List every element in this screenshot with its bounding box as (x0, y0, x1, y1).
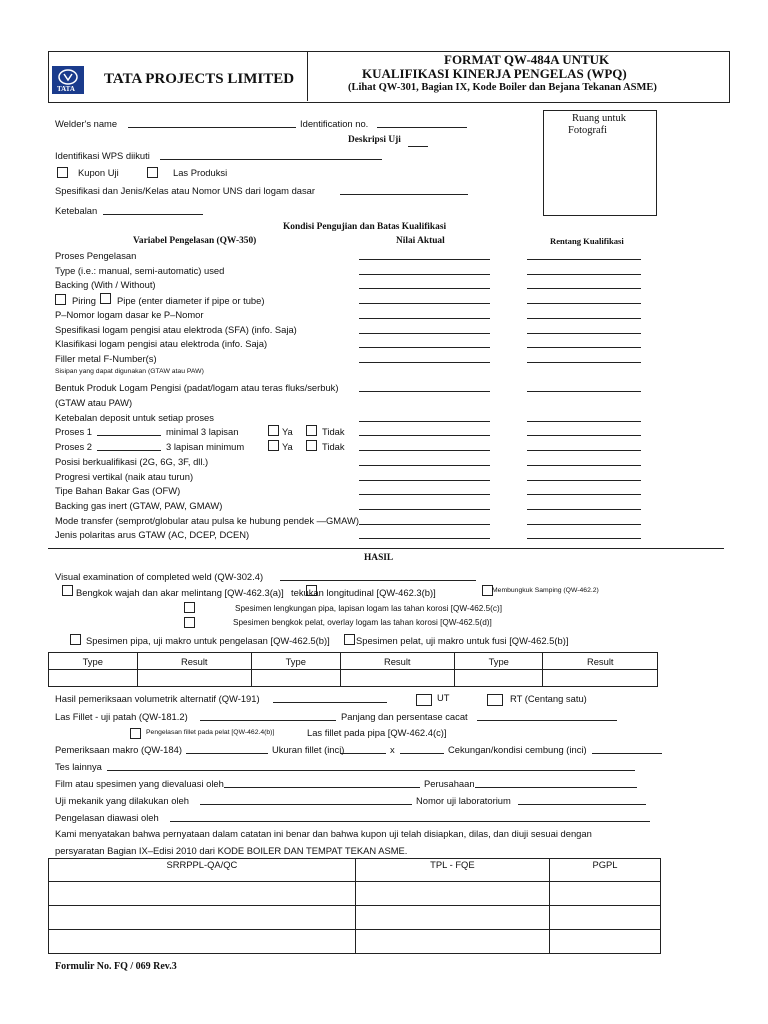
hasil-title: HASIL (364, 553, 394, 563)
spes1-checkbox[interactable] (184, 602, 195, 613)
pelat-checkbox[interactable] (130, 728, 141, 739)
condition-label: Bentuk Produk Logam Pengisi (padat/logam atau teras fluks/serbuk) (55, 382, 339, 393)
sign-cell[interactable] (49, 882, 356, 906)
table-header: Type (454, 653, 543, 670)
condition-label: Posisi berkualifikasi (2G, 6G, 3F, dll.) (55, 456, 209, 467)
table-header: Result (543, 653, 658, 670)
uji-label: Uji mekanik yang dilakukan oleh (55, 795, 189, 806)
actual-value-field[interactable] (359, 259, 490, 260)
identification-label: Identification no. (300, 118, 369, 129)
deskripsi-uji-heading: Deskripsi Uji (348, 135, 401, 145)
signature-table (48, 858, 661, 954)
range-field[interactable] (527, 288, 641, 289)
condition-label: Spesifikasi logam pengisi atau elektroda (SFA) (info. Saja) (55, 324, 297, 335)
nomor-field[interactable] (518, 804, 646, 805)
actual-value-field[interactable] (359, 391, 490, 392)
statement-line-1: Kami menyatakan bahwa pernyataan dalam catatan ini benar dan bahwa kupon uji telah disiapkan, dilas, dan diuji sesuai dengan (55, 828, 592, 839)
condition-label: Progresi vertikal (naik atau turun) (55, 471, 194, 482)
ketebalan-field[interactable] (103, 214, 203, 215)
col-nilai-aktual: Nilai Aktual (396, 236, 445, 246)
proses1-ya-checkbox[interactable] (268, 425, 279, 436)
table-cell[interactable] (340, 670, 454, 687)
range-field[interactable] (527, 333, 641, 334)
panjang-field[interactable] (477, 720, 617, 721)
photo-label-2: Fotografi (568, 125, 608, 136)
results-table (48, 652, 658, 687)
spes4-label: Spesimen pelat, uji makro untuk fusi [QW-462.5(b)] (356, 635, 569, 646)
range-field[interactable] (527, 509, 641, 510)
sign-cell[interactable] (355, 882, 549, 906)
range-field[interactable] (527, 391, 641, 392)
condition-label: Proses Pengelasan (55, 250, 137, 261)
condition-label: Backing gas inert (GTAW, PAW, GMAW) (55, 500, 223, 511)
condition-label: Ketebalan deposit untuk setiap proses (55, 412, 214, 423)
actual-value-field[interactable] (359, 288, 490, 289)
proses1-min-label: minimal 3 lapisan (166, 426, 239, 437)
actual-value-field[interactable] (359, 333, 490, 334)
condition-label: Klasifikasi logam pengisi atau elektroda (info. Saja) (55, 338, 268, 349)
welder-name-field[interactable] (128, 127, 296, 128)
header-divider (307, 51, 308, 101)
x-label: x (390, 744, 395, 755)
range-field[interactable] (527, 450, 641, 451)
actual-value-field[interactable] (359, 274, 490, 275)
actual-value-field[interactable] (359, 450, 490, 451)
sign-header-pgpl: PGPL (549, 859, 660, 882)
proses1-label: Proses 1 (55, 426, 92, 437)
pipa-label: Las fillet pada pipa [QW-462.4(c)] (307, 727, 447, 738)
wps-label: Identifikasi WPS diikuti (55, 150, 150, 161)
film-field[interactable] (224, 787, 420, 788)
actual-value-field[interactable] (359, 435, 490, 436)
volumetrik-field[interactable] (273, 702, 387, 703)
diawasi-field[interactable] (170, 821, 650, 822)
table-header: Type (49, 653, 138, 670)
range-field[interactable] (527, 538, 641, 539)
range-field[interactable] (527, 347, 641, 348)
fillet-field[interactable] (200, 720, 336, 721)
statement-line-2: persyaratan Bagian IX–Edisi 2010 dari KODE BOILER DAN TEMPAT TEKAN ASME. (55, 845, 408, 856)
tekukan-label: tekukan longitudinal [QW-462.3(b)] (291, 587, 436, 598)
rt-checkbox[interactable] (487, 694, 503, 706)
form-number: Formulir No. FQ / 069 Rev.3 (55, 961, 177, 972)
form-title-2: KUALIFIKASI KINERJA PENGELAS (WPQ) (362, 66, 627, 81)
spes3-checkbox[interactable] (70, 634, 81, 645)
film-label: Film atau spesimen yang dievaluasi oleh (55, 778, 224, 789)
visual-field[interactable] (280, 580, 476, 581)
sign-cell[interactable] (355, 930, 549, 954)
perusahaan-field[interactable] (475, 787, 637, 788)
piring-label: Piring (72, 295, 96, 306)
range-field[interactable] (527, 480, 641, 481)
actual-value-field[interactable] (359, 303, 490, 304)
table-header: Result (137, 653, 251, 670)
range-field[interactable] (527, 362, 641, 363)
photo-label-1: Ruang untuk (572, 113, 626, 124)
actual-value-field[interactable] (359, 465, 490, 466)
actual-value-field[interactable] (359, 494, 490, 495)
panjang-label: Panjang dan persentase cacat (341, 711, 468, 722)
cekungan-label: Cekungan/kondisi cembung (inci) (448, 744, 587, 755)
condition-label: Mode transfer (semprot/globular atau pulsa ke hubung pendek —GMAW) (55, 515, 359, 526)
ut-checkbox[interactable] (416, 694, 432, 706)
proses2-tidak-label: Tidak (322, 441, 345, 452)
actual-value-field[interactable] (359, 509, 490, 510)
kupon-uji-label: Kupon Uji (78, 167, 119, 178)
table-header: Type (251, 653, 340, 670)
las-produksi-checkbox[interactable] (147, 167, 158, 178)
bengkok-label: Bengkok wajah dan akar melintang [QW-462.3(a)] (76, 587, 284, 598)
table-cell[interactable] (251, 670, 340, 687)
logo-text: TATA (57, 85, 75, 93)
perusahaan-label: Perusahaan (424, 778, 475, 789)
actual-value-field[interactable] (359, 421, 490, 422)
spes1-label: Spesimen lengkungan pipa, lapisan logam las tahan korosi [QW-462.5(c)] (235, 604, 503, 613)
range-field[interactable] (527, 303, 641, 304)
pipe-label: Pipe (enter diameter if pipe or tube) (117, 295, 265, 306)
range-field[interactable] (527, 435, 641, 436)
company-name: TATA PROJECTS LIMITED (104, 71, 295, 87)
volumetrik-label: Hasil pemeriksaan volumetrik alternatif (QW-191) (55, 693, 260, 704)
wps-field[interactable] (160, 159, 382, 160)
range-field[interactable] (527, 318, 641, 319)
spes4-checkbox[interactable] (344, 634, 355, 645)
actual-value-field[interactable] (359, 480, 490, 481)
form-subtitle: (Lihat QW-301, Bagian IX, Kode Boiler dan Bejana Tekanan ASME) (348, 82, 657, 93)
pelat-label: Pengelasan fillet pada pelat [QW-462.4(b)] (146, 729, 275, 736)
bengkok-checkbox[interactable] (62, 585, 73, 596)
actual-value-field[interactable] (359, 318, 490, 319)
condition-label: Filler metal F-Number(s) (55, 353, 157, 364)
spes3-label: Spesimen pipa, uji makro untuk pengelasan [QW-462.5(b)] (86, 635, 330, 646)
col-variabel: Variabel Pengelasan (QW-350) (133, 236, 257, 246)
deskripsi-underline (408, 146, 428, 147)
rt-label: RT (Centang satu) (510, 693, 587, 704)
proses2-ya-label: Ya (282, 441, 293, 452)
nomor-label: Nomor uji laboratorium (416, 795, 511, 806)
makro-field[interactable] (186, 753, 268, 754)
condition-label: Tipe Bahan Bakar Gas (OFW) (55, 485, 181, 496)
proses2-field[interactable] (97, 450, 161, 451)
proses2-ya-checkbox[interactable] (268, 440, 279, 451)
conditions-title: Kondisi Pengujian dan Batas Kualifikasi (283, 222, 447, 232)
actual-value-field[interactable] (359, 524, 490, 525)
ukuran-field-2[interactable] (400, 753, 444, 754)
condition-label: P–Nomor logam dasar ke P–Nomor (55, 309, 204, 320)
sign-cell[interactable] (549, 906, 660, 930)
proses1-ya-label: Ya (282, 426, 293, 437)
las-produksi-label: Las Produksi (173, 167, 228, 178)
proses1-field[interactable] (97, 435, 161, 436)
spes2-label: Spesimen bengkok pelat, overlay logam las tahan korosi [QW-462.5(d)] (233, 618, 492, 627)
form-title-1: FORMAT QW-484A UNTUK (444, 52, 610, 67)
table-cell[interactable] (454, 670, 543, 687)
diawasi-label: Pengelasan diawasi oleh (55, 812, 159, 823)
condition-label: Backing (With / Without) (55, 279, 156, 290)
sisipan-label: Sisipan yang dapat digunakan (GTAW atau PAW) (55, 368, 204, 375)
ukuran-label: Ukuran fillet (inci) (272, 744, 345, 755)
ut-label: UT (437, 692, 450, 703)
tata-logo (52, 66, 84, 94)
proses1-tidak-label: Tidak (322, 426, 345, 437)
spesifikasi-label: Spesifikasi dan Jenis/Kelas atau Nomor UNS dari logam dasar (55, 185, 316, 196)
pipe-checkbox[interactable] (100, 293, 111, 304)
range-field[interactable] (527, 259, 641, 260)
fillet-label: Las Fillet - uji patah (QW-181.2) (55, 711, 188, 722)
sign-cell[interactable] (49, 930, 356, 954)
range-field[interactable] (527, 465, 641, 466)
visual-label: Visual examination of completed weld (QW-302.4) (55, 571, 264, 582)
ketebalan-label: Ketebalan (55, 205, 98, 216)
sign-cell[interactable] (355, 906, 549, 930)
piring-checkbox[interactable] (55, 294, 66, 305)
identification-field[interactable] (377, 127, 467, 128)
col-rentang: Rentang Kualifikasi (550, 236, 624, 246)
spes2-checkbox[interactable] (184, 617, 195, 628)
proses2-tidak-checkbox[interactable] (306, 440, 317, 451)
table-cell[interactable] (49, 670, 138, 687)
condition-label: (GTAW atau PAW) (55, 397, 133, 408)
sign-cell[interactable] (49, 906, 356, 930)
actual-value-field[interactable] (359, 362, 490, 363)
ukuran-field-1[interactable] (340, 753, 386, 754)
uji-field[interactable] (200, 804, 412, 805)
sign-cell[interactable] (549, 930, 660, 954)
membungkuk-label: Membungkuk Samping (QW-462.2) (492, 587, 599, 594)
proses2-min-label: 3 lapisan minimum (166, 441, 245, 452)
proses2-label: Proses 2 (55, 441, 92, 452)
kupon-uji-checkbox[interactable] (57, 167, 68, 178)
sign-cell[interactable] (549, 882, 660, 906)
tes-field[interactable] (107, 770, 635, 771)
sign-header-qa: SRRPPL-QA/QC (49, 859, 356, 882)
spesifikasi-field[interactable] (340, 194, 468, 195)
actual-value-field[interactable] (359, 538, 490, 539)
condition-label: Type (i.e.: manual, semi-automatic) used (55, 265, 225, 276)
table-cell[interactable] (137, 670, 251, 687)
range-field[interactable] (527, 274, 641, 275)
range-field[interactable] (527, 494, 641, 495)
table-header: Result (340, 653, 454, 670)
sign-header-fqe: TPL - FQE (355, 859, 549, 882)
tes-label: Tes lainnya (55, 761, 102, 772)
range-field[interactable] (527, 524, 641, 525)
welder-name-label: Welder's name (55, 118, 118, 129)
proses1-tidak-checkbox[interactable] (306, 425, 317, 436)
makro-label: Pemeriksaan makro (QW-184) (55, 744, 182, 755)
cekungan-field[interactable] (592, 753, 662, 754)
range-field[interactable] (527, 421, 641, 422)
actual-value-field[interactable] (359, 347, 490, 348)
table-cell[interactable] (543, 670, 658, 687)
condition-label: Jenis polaritas arus GTAW (AC, DCEP, DCEN) (55, 529, 250, 540)
hasil-divider (48, 548, 724, 549)
